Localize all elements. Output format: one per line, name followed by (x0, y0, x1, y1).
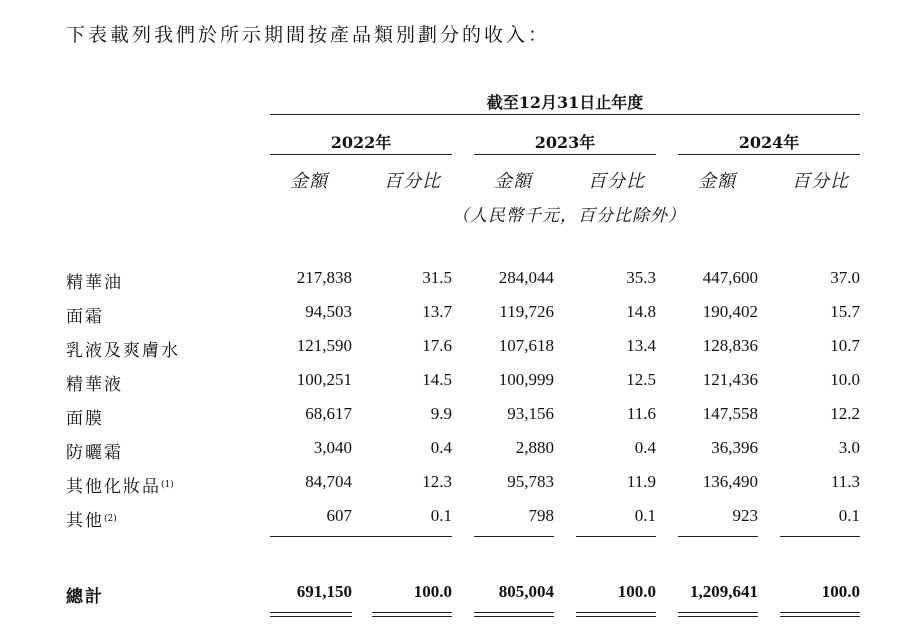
subtotal-line-2024-percent (780, 536, 860, 537)
cell-2023-percent: 35.3 (626, 268, 656, 287)
cell-2023-amount: 284,044 (498, 268, 554, 287)
total-2024-percent: 100.0 (821, 582, 860, 601)
total-underline-2022-percent (372, 612, 452, 617)
cell-2023-percent: 14.8 (626, 302, 656, 321)
total-row (0, 582, 908, 610)
subtotal-line-2022-percent (372, 536, 452, 537)
year-2022-underline (270, 154, 452, 155)
cell-2022-percent: 13.7 (422, 302, 452, 321)
intro-text: 下表載列我們於所示期間按產品類別劃分的收入： (66, 24, 551, 46)
cell-2023-amount: 93,156 (507, 404, 554, 423)
table-row (0, 438, 908, 466)
amount-header-2022: 金額 (290, 171, 328, 192)
cell-2022-percent: 31.5 (422, 268, 452, 287)
row-label (66, 302, 104, 327)
year-2023-header: 2023年 (534, 133, 596, 152)
total-2022-percent: 100.0 (413, 582, 452, 601)
cell-2024-amount: 147,558 (702, 404, 758, 423)
total-underline-2023-amount (474, 612, 554, 617)
footnote-marker: (2) (104, 514, 117, 524)
row-label-text: 其他化妝品 (66, 477, 161, 497)
row-label (66, 370, 123, 395)
row-label (66, 404, 104, 429)
cell-2022-amount: 607 (326, 506, 352, 525)
cell-2022-percent: 12.3 (422, 472, 452, 491)
amount-header-2024: 金額 (698, 171, 736, 192)
year-2024-underline (678, 154, 860, 155)
cell-2024-percent: 15.7 (830, 302, 860, 321)
subtotal-line-2023-percent (576, 536, 656, 537)
table-row (0, 404, 908, 432)
unit-note: （人民幣千元，百分比除外） (452, 206, 686, 226)
row-label (66, 268, 123, 293)
cell-2024-amount: 447,600 (702, 268, 758, 287)
cell-2024-percent: 0.1 (838, 506, 860, 525)
cell-2023-percent: 12.5 (626, 370, 656, 389)
cell-2022-amount: 100,251 (296, 370, 352, 389)
total-underline-2023-percent (576, 612, 656, 617)
year-2024-header: 2024年 (738, 133, 800, 152)
period-header: 截至12月31日止年度 (486, 93, 644, 112)
cell-2024-amount: 121,436 (702, 370, 758, 389)
cell-2022-percent: 17.6 (422, 336, 452, 355)
row-label-text: 面膜 (66, 409, 104, 429)
subtotal-line-2023-amount (474, 536, 554, 537)
cell-2022-amount: 217,838 (296, 268, 352, 287)
cell-2022-amount: 94,503 (305, 302, 352, 321)
cell-2024-percent: 12.2 (830, 404, 860, 423)
row-label-text: 精華液 (66, 375, 123, 395)
table-row (0, 302, 908, 330)
cell-2024-percent: 10.7 (830, 336, 860, 355)
cell-2023-amount: 119,726 (499, 302, 554, 321)
row-label (66, 506, 117, 531)
total-underline-2024-amount (678, 612, 758, 617)
percent-header-2024: 百分比 (792, 171, 849, 192)
cell-2022-amount: 68,617 (305, 404, 352, 423)
row-label-text: 精華油 (66, 273, 123, 293)
cell-2023-amount: 798 (528, 506, 554, 525)
cell-2022-percent: 9.9 (430, 404, 452, 423)
row-label-text: 防曬霜 (66, 443, 123, 463)
row-label (66, 336, 180, 361)
cell-2024-amount: 923 (732, 506, 758, 525)
cell-2024-percent: 37.0 (830, 268, 860, 287)
cell-2022-amount: 121,590 (296, 336, 352, 355)
year-2023-underline (474, 154, 656, 155)
cell-2022-amount: 3,040 (313, 438, 352, 457)
cell-2024-amount: 128,836 (702, 336, 758, 355)
year-2022-header: 2022年 (330, 133, 392, 152)
row-label-text: 其他 (66, 511, 104, 531)
total-2022-amount: 691,150 (296, 582, 352, 601)
cell-2023-percent: 11.6 (626, 404, 656, 423)
cell-2023-percent: 11.9 (626, 472, 656, 491)
cell-2024-amount: 190,402 (702, 302, 758, 321)
percent-header-2023: 百分比 (588, 171, 645, 192)
row-label (66, 472, 174, 497)
cell-2024-amount: 36,396 (711, 438, 758, 457)
cell-2023-amount: 100,999 (498, 370, 554, 389)
total-underline-2024-percent (780, 612, 860, 617)
percent-header-2022: 百分比 (384, 171, 441, 192)
footnote-marker: (1) (161, 480, 174, 490)
cell-2023-percent: 0.1 (634, 506, 656, 525)
cell-2022-amount: 84,704 (305, 472, 352, 491)
cell-2022-percent: 14.5 (422, 370, 452, 389)
total-2024-amount: 1,209,641 (690, 582, 758, 601)
row-label-text: 乳液及爽膚水 (66, 341, 180, 361)
cell-2024-percent: 10.0 (830, 370, 860, 389)
table-row (0, 472, 908, 500)
cell-2023-percent: 13.4 (626, 336, 656, 355)
total-2023-amount: 805,004 (498, 582, 554, 601)
cell-2023-amount: 107,618 (498, 336, 554, 355)
subtotal-line-2024-amount (678, 536, 758, 537)
cell-2023-amount: 2,880 (515, 438, 554, 457)
total-2023-percent: 100.0 (617, 582, 656, 601)
amount-header-2023: 金額 (494, 171, 532, 192)
cell-2024-amount: 136,490 (702, 472, 758, 491)
period-underline (270, 114, 860, 115)
table-row (0, 506, 908, 534)
table-row (0, 370, 908, 398)
cell-2023-percent: 0.4 (634, 438, 656, 457)
row-label (66, 438, 123, 463)
cell-2024-percent: 3.0 (838, 438, 860, 457)
table-row (0, 268, 908, 296)
cell-2023-amount: 95,783 (507, 472, 554, 491)
cell-2022-percent: 0.1 (430, 506, 452, 525)
row-label-text: 面霜 (66, 307, 104, 327)
total-label: 總計 (66, 587, 104, 607)
cell-2024-percent: 11.3 (830, 472, 860, 491)
table-row (0, 336, 908, 364)
cell-2022-percent: 0.4 (430, 438, 452, 457)
total-underline-2022-amount (270, 612, 352, 617)
